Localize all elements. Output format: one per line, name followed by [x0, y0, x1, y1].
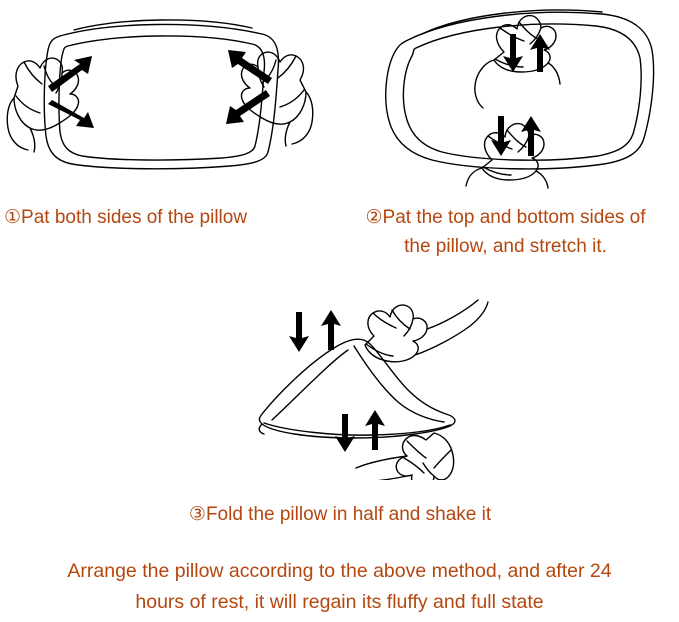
step-3-illustration	[168, 290, 518, 480]
step-2-caption-line-1: Pat the top and bottom sides of	[382, 207, 646, 228]
step-2-caption-line-2: the pillow, and stretch it.	[404, 236, 607, 257]
step-2-marker: ②	[365, 207, 383, 228]
step-1-caption-text: Pat both sides of the pillow	[21, 207, 248, 228]
pillow-patted-top-and-bottom-svg	[352, 0, 679, 190]
arrow-group-step-1	[48, 50, 272, 128]
summary-footer	[8, 556, 671, 618]
step-1-caption	[0, 203, 330, 232]
pillow-patted-from-both-sides-svg	[0, 0, 320, 190]
step-3-marker: ③	[188, 504, 206, 525]
summary-line-1: Arrange the pillow according to the above method, and after 24	[67, 560, 612, 582]
step-1-marker: ①	[4, 207, 22, 228]
summary-line-2: hours of rest, it will regain its fluffy and full state	[135, 591, 544, 613]
pillow-folded-in-half-svg	[168, 290, 518, 480]
step-3-caption-text: Fold the pillow in half and shake it	[205, 504, 492, 525]
step-2-illustration	[352, 0, 679, 190]
step-1-illustration	[0, 0, 320, 190]
step-3-caption	[130, 500, 550, 529]
step-2-caption	[332, 203, 679, 261]
